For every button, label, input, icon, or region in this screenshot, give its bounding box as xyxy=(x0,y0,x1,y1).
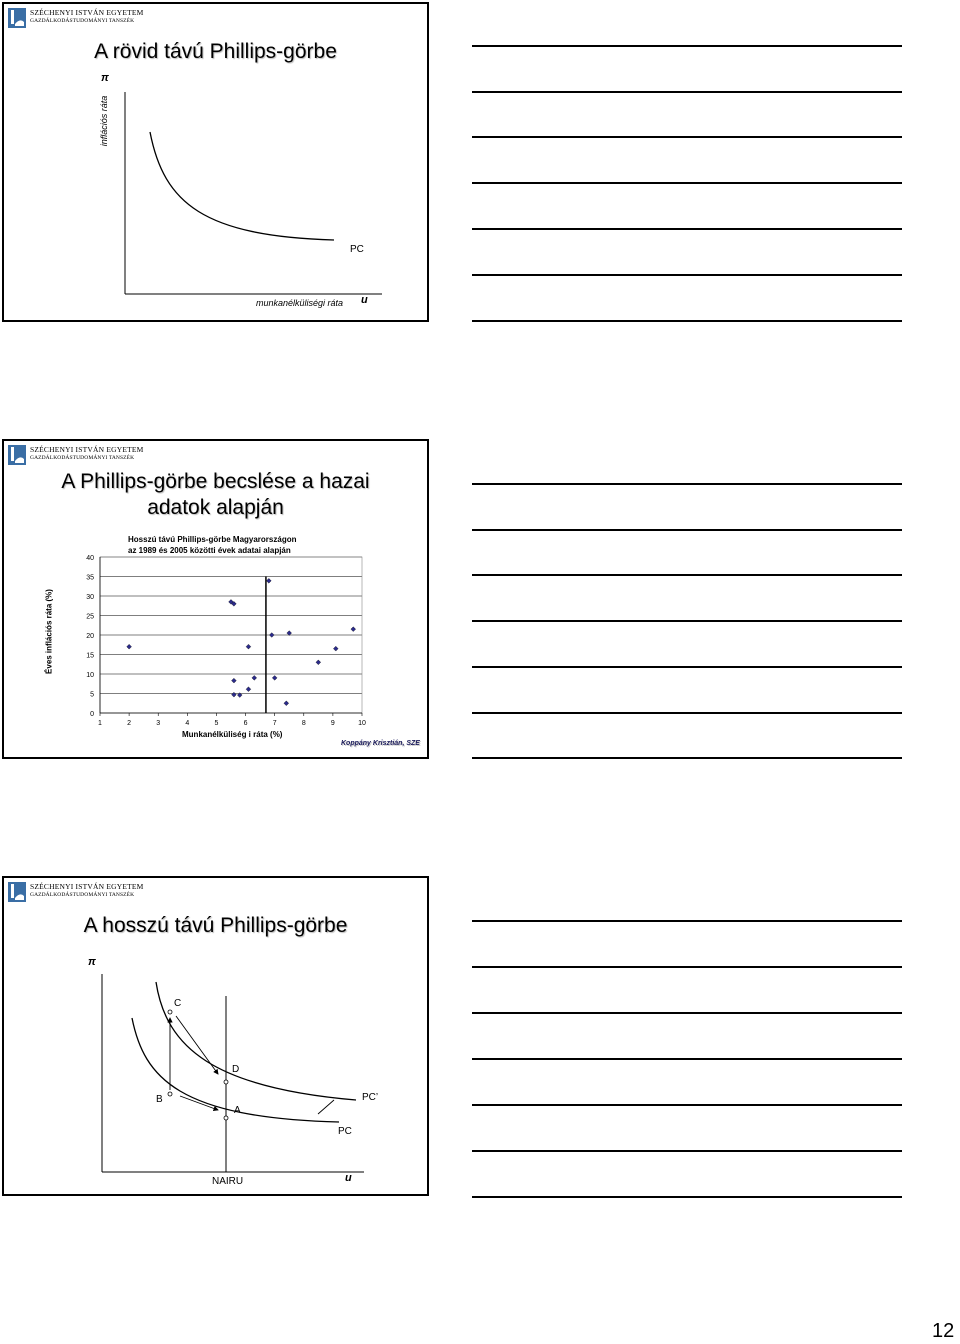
point-b-label: B xyxy=(156,1094,163,1105)
data-point xyxy=(351,627,356,632)
scatter-chart xyxy=(4,441,429,759)
chart-title-line1: Hosszú távú Phillips-görbe Magyarországon xyxy=(128,535,297,544)
y-tick-label: 10 xyxy=(86,672,94,679)
note-line xyxy=(472,274,902,276)
slide-long-run-phillips xyxy=(2,876,429,1196)
slide-title-line2: adatok alapján xyxy=(147,496,284,519)
point-c-label: C xyxy=(174,998,182,1009)
point-d-label: D xyxy=(232,1064,240,1075)
note-line xyxy=(472,920,902,922)
x-tick-label: 3 xyxy=(156,720,161,727)
note-line xyxy=(472,712,902,714)
note-line xyxy=(472,320,902,322)
x-tick-label: 2 xyxy=(127,720,132,727)
data-point xyxy=(127,644,132,649)
y-tick-label: 40 xyxy=(86,555,94,562)
note-line xyxy=(472,1150,902,1152)
note-line xyxy=(472,91,902,93)
y-tick-label: 35 xyxy=(86,574,94,582)
note-line xyxy=(472,966,902,968)
data-point xyxy=(284,701,289,706)
x-tick-label: 6 xyxy=(243,720,248,727)
data-point xyxy=(246,644,251,649)
data-point xyxy=(246,687,251,692)
long-run-phillips-diagram xyxy=(4,878,429,1196)
point-a-label: A xyxy=(234,1105,241,1116)
note-line xyxy=(472,620,902,622)
y-axis-label: inflációs ráta xyxy=(99,95,109,147)
university-name-line1: SZÉCHENYI ISTVÁN EGYETEM xyxy=(30,8,144,17)
university-name-line1: SZÉCHENYI ISTVÁN EGYETEM xyxy=(30,882,144,891)
y-axis-symbol: π xyxy=(101,72,109,84)
x-tick-label: 5 xyxy=(214,720,219,727)
chart-title-line2: az 1989 és 2005 közötti évek adatai alapján xyxy=(128,546,291,555)
nairu-label: NAIRU xyxy=(212,1176,244,1187)
x-axis-label: Munkanélküliség i ráta (%) xyxy=(182,730,283,739)
y-tick-label: 15 xyxy=(86,652,94,660)
curve-label-pc-prime: PC’ xyxy=(362,1092,379,1103)
note-line xyxy=(472,1012,902,1014)
data-point xyxy=(232,678,237,683)
data-point xyxy=(269,633,274,638)
x-tick-label: 8 xyxy=(301,720,306,727)
x-tick-label: 1 xyxy=(98,720,102,727)
short-run-phillips-diagram xyxy=(4,4,429,322)
note-line xyxy=(472,1058,902,1060)
y-tick-label: 20 xyxy=(86,633,94,640)
note-line xyxy=(472,574,902,576)
y-tick-label: 30 xyxy=(86,594,94,601)
note-line xyxy=(472,1196,902,1198)
y-tick-label: 5 xyxy=(90,691,94,699)
data-point xyxy=(266,578,271,583)
footer-credit: Koppány Krisztián, SZE xyxy=(341,740,420,747)
y-axis-label: Éves inflációs ráta (%) xyxy=(44,589,54,674)
x-tick-label: 9 xyxy=(330,720,335,727)
x-tick-label: 10 xyxy=(358,720,366,727)
data-point xyxy=(272,676,277,681)
slide-title: A hosszú távú Phillips-görbe xyxy=(83,914,348,937)
curve-label-pc: PC xyxy=(350,244,364,255)
note-line xyxy=(472,483,902,485)
slide-phillips-estimation xyxy=(2,439,429,759)
y-tick-label: 25 xyxy=(86,613,94,621)
curve-label-pc: PC xyxy=(338,1126,352,1137)
data-point xyxy=(232,692,237,697)
note-line xyxy=(472,45,902,47)
note-line xyxy=(472,666,902,668)
slide-title-line1: A Phillips-görbe becslése a hazai xyxy=(61,470,370,493)
university-name-line2: GAZDÁLKODÁSTUDOMÁNYI TANSZÉK xyxy=(30,455,135,461)
y-axis-symbol: π xyxy=(88,956,96,968)
data-point xyxy=(333,646,338,651)
x-axis-label: munkanélküliségi ráta xyxy=(256,298,344,308)
note-line xyxy=(472,1104,902,1106)
x-tick-label: 4 xyxy=(185,720,190,727)
x-axis-symbol: u xyxy=(361,294,368,306)
note-line xyxy=(472,136,902,138)
note-line xyxy=(472,529,902,531)
note-line xyxy=(472,228,902,230)
data-point xyxy=(252,676,257,681)
x-axis-symbol: u xyxy=(345,1172,352,1184)
university-name-line2: GAZDÁLKODÁSTUDOMÁNYI TANSZÉK xyxy=(30,892,135,898)
note-line xyxy=(472,182,902,184)
x-tick-label: 7 xyxy=(272,720,277,727)
slide-short-run-phillips xyxy=(2,2,429,322)
page-number: 12 xyxy=(932,1320,955,1342)
data-point xyxy=(316,660,321,665)
y-tick-label: 0 xyxy=(90,711,94,718)
university-name-line1: SZÉCHENYI ISTVÁN EGYETEM xyxy=(30,445,144,454)
university-name-line2: GAZDÁLKODÁSTUDOMÁNYI TANSZÉK xyxy=(30,18,135,24)
note-line xyxy=(472,757,902,759)
slide-title: A rövid távú Phillips-görbe xyxy=(94,40,337,63)
